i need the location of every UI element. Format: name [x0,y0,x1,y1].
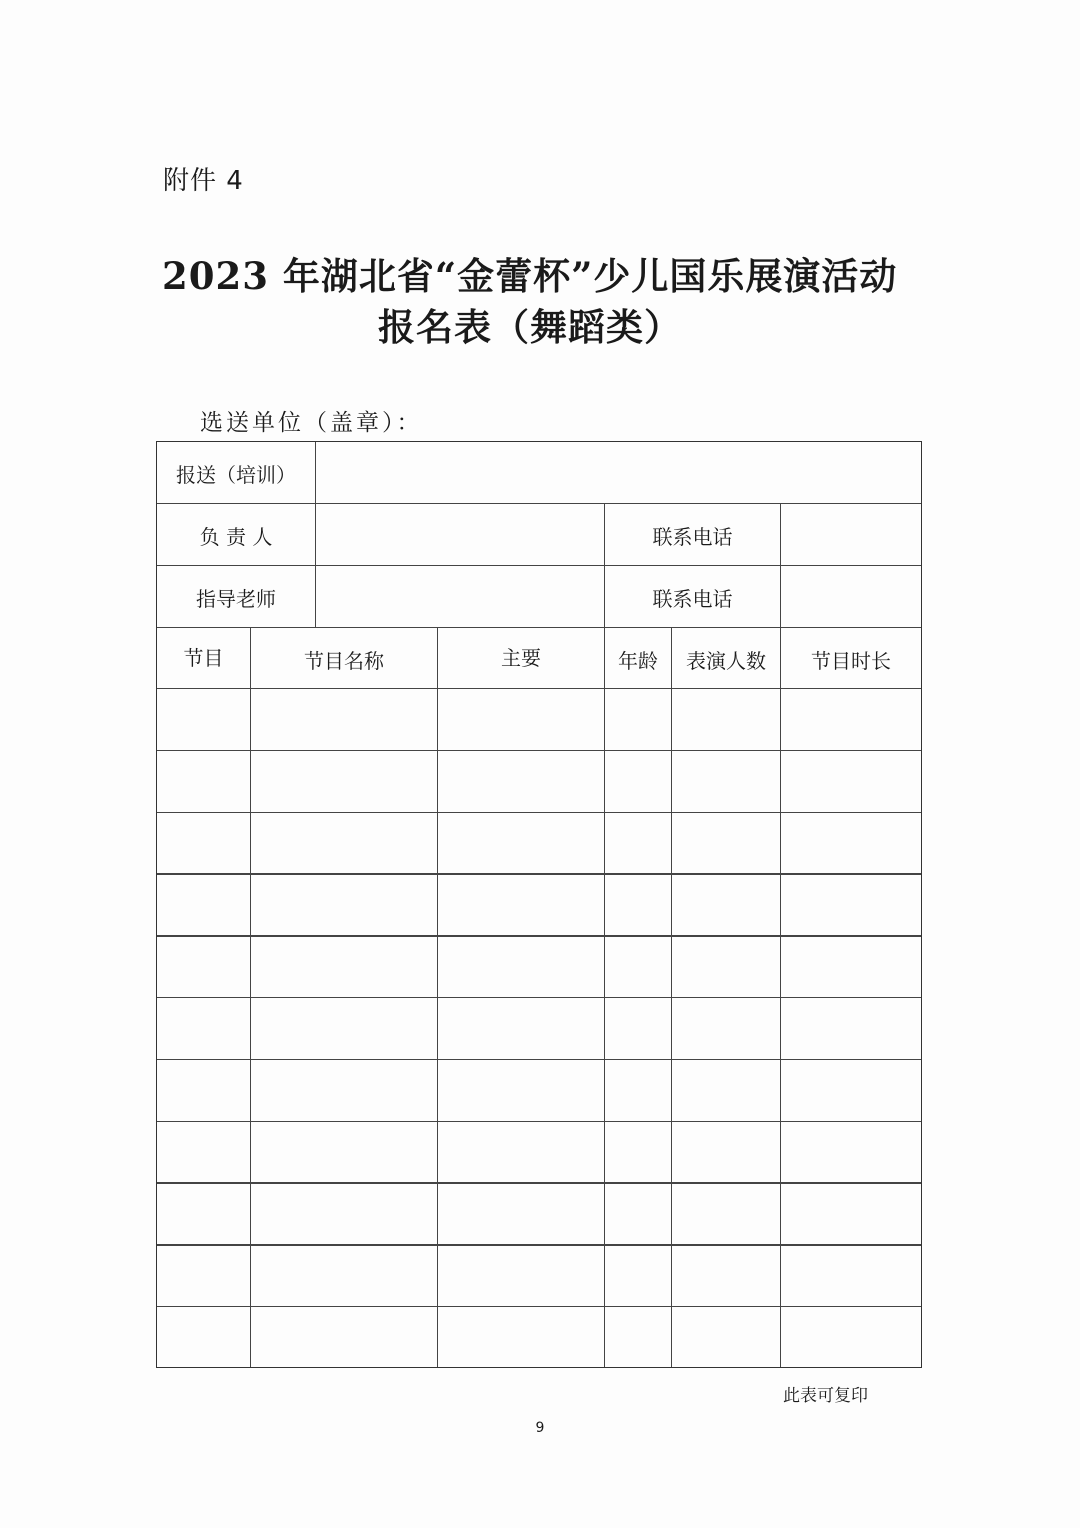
attachment-label: 附件 4 [163,166,244,196]
header-program: 节目 [183,645,224,670]
table-row-divider [157,1244,921,1245]
instructor-field[interactable] [316,566,604,628]
table-row-divider [157,935,921,936]
person-in-charge-field[interactable] [316,504,604,566]
contact-phone-label-1: 联系电话 [652,524,733,549]
instructor-label: 指导老师 [196,586,276,611]
table-row-divider [157,1182,921,1183]
contact-phone-label-2: 联系电话 [652,586,733,611]
registration-form [156,441,922,1368]
table-row-divider [157,1306,921,1307]
header-program-name: 节目名称 [304,648,384,673]
table-row-divider [157,750,921,751]
contact-phone-field-2[interactable] [781,566,921,628]
unit-label: 选送单位（盖章）： [200,410,423,436]
table-row-divider [157,812,921,813]
person-in-charge-label: 负 责 人 [199,524,273,549]
table-row-divider [157,1121,921,1122]
page-number: 9 [535,1420,545,1436]
table-row-divider [157,873,921,874]
title-line-2: 报名表（舞蹈类） [378,305,682,349]
footnote: 此表可复印 [783,1386,868,1406]
header-main: 主要 [501,645,541,670]
table-row-divider [157,1059,921,1060]
reporting-unit-field[interactable] [316,442,921,504]
table-row-divider [157,997,921,998]
title-line-1: 2023 年湖北省“金蕾杯”少儿国乐展演活动 [162,254,898,298]
header-duration: 节目时长 [811,648,891,673]
reporting-unit-label: 报送（培训） [176,462,296,487]
header-performer-count: 表演人数 [686,648,766,673]
contact-phone-field-1[interactable] [781,504,921,566]
header-age: 年龄 [618,648,658,673]
